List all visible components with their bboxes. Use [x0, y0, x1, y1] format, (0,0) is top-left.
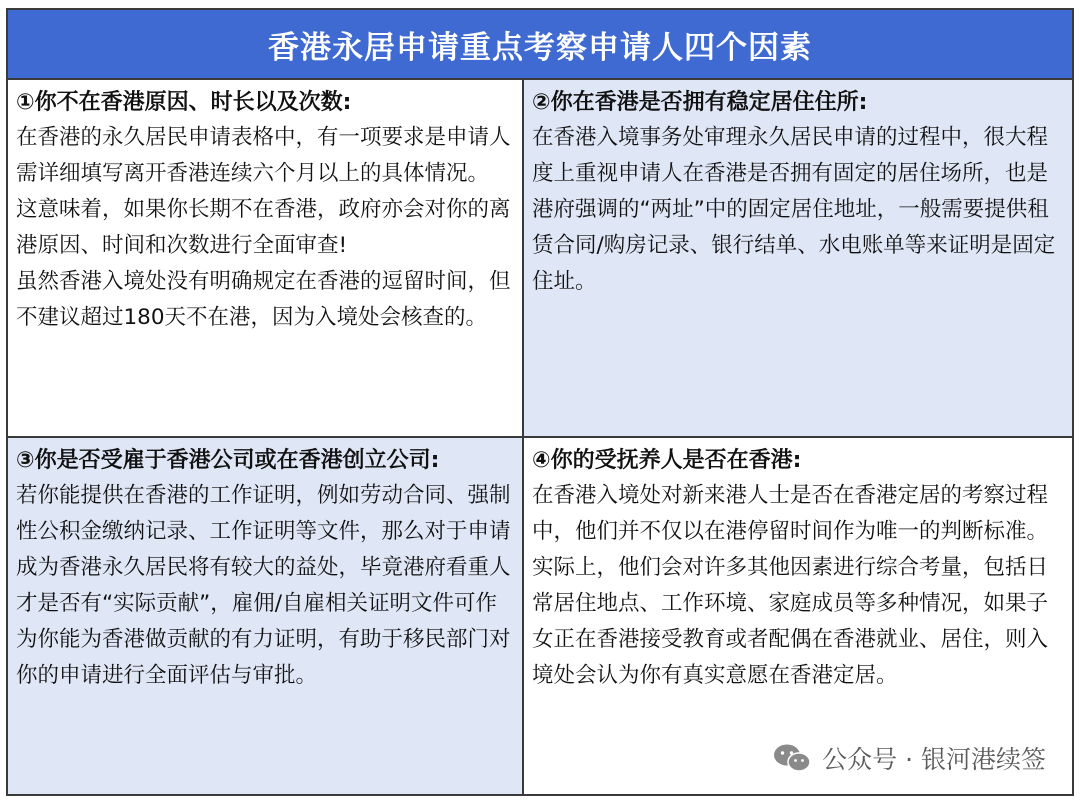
watermark-text: 公众号 · 银河港续签	[822, 745, 1046, 774]
cell-paragraph: 在香港入境处对新来港人士是否在香港定居的考察过程中，他们并不仅以在港停留时间作为唯一的判断标准。	[532, 483, 1049, 544]
cell-title: ②你在香港是否拥有稳定居住住所:	[532, 90, 868, 115]
cell-paragraph: 在香港的永久居民申请表格中，有一项要求是申请人需详细填写离开香港连续六个月以上的具体情况。	[16, 125, 511, 186]
cell-employment-factor	[8, 438, 524, 794]
cell-paragraph: 这意味着，如果你长期不在香港，政府亦会对你的离港原因、时间和次数进行全面审查!	[16, 197, 511, 258]
cell-title: ③你是否受雇于香港公司或在香港创立公司:	[16, 448, 440, 473]
cell-residence-factor	[524, 80, 1072, 438]
cell-title: ①你不在香港原因、时长以及次数:	[16, 90, 352, 115]
cell-paragraph: 在香港入境事务处审理永久居民申请的过程中，很大程度上重视申请人在香港是否拥有固定的居住场所，也是港府强调的“两址”中的固定居住地址，一般需要提供租赁合同/购房记录、银行结单、水电账单等来证明是固定住址。	[532, 125, 1056, 294]
table-title: 香港永居申请重点考察申请人四个因素	[8, 10, 1072, 80]
watermark	[772, 740, 1046, 776]
cell-paragraph: 实际上，他们会对许多其他因素进行综合考量，包括日常居住地点、工作环境、家庭成员等多种情况，如果子女正在香港接受教育或者配偶在香港就业、居住，则入境处会认为你有真实意愿在香港定居。	[532, 555, 1049, 688]
info-table	[6, 8, 1074, 796]
cell-absence-factor	[8, 80, 524, 438]
cell-paragraph: 虽然香港入境处没有明确规定在香港的逗留时间，但不建议超过180天不在港，因为入境处会核查的。	[16, 269, 511, 330]
cell-title: ④你的受抚养人是否在香港:	[532, 448, 802, 473]
cell-paragraph: 若你能提供在香港的工作证明，例如劳动合同、强制性公积金缴纳记录、工作证明等文件，那么对于申请成为香港永久居民将有较大的益处，毕竟港府看重人才是否有“实际贡献”，雇佣/自雇相关证明文件可作为你能为香港做贡献的有力证明，有助于移民部门对你的申请进行全面评估与审批。	[16, 483, 511, 688]
wechat-icon	[772, 743, 812, 773]
